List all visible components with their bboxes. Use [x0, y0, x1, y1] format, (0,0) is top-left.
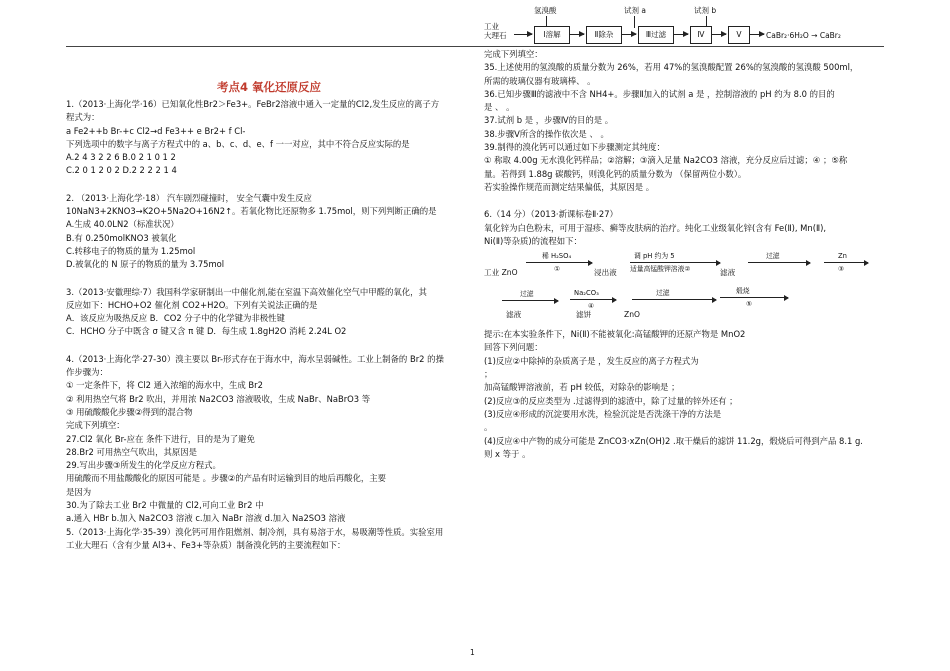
question-6-parts — [484, 328, 886, 461]
q5-line: 38.步骤Ⅴ所含的操作依次是 、 。 — [484, 128, 609, 139]
q5-line: 39.制得的溴化钙可以通过如下步骤测定其纯度： — [484, 142, 665, 153]
kmno4-label: 适量高锰酸钾溶液② — [630, 265, 691, 274]
q6-line: 回答下列问题： — [484, 342, 543, 353]
q1-line: a Fe2++b Br-+c Cl2→d Fe3++ e Br2+ f Cl- — [66, 125, 246, 136]
step-4-box: Ⅳ — [690, 26, 712, 44]
q5-line: 工业大理石（含有少量 Al3+、Fe3+等杂质）制备溴化钙的主要流程如下： — [66, 539, 346, 550]
question-5-continued — [484, 48, 886, 194]
q4-line: ③ 用硫酸酸化步骤②得到的混合物 — [66, 406, 193, 417]
q4-line: 作步骤为： — [66, 367, 108, 378]
step-5-label: ⑤ — [746, 300, 753, 309]
q5-line: 5.（2013·上海化学·35-39）溴化钙可用作阻燃剂、制冷剂，具有易溶于水，易吸潮等性质。实验室用 — [66, 526, 444, 537]
zinc-oxide-flow-diagram — [484, 250, 886, 326]
filter-label-3: 过滤 — [656, 289, 670, 298]
q3-line: 反应如下：HCHO+O2 催化剂 CO2+H2O。下列有关说法正确的是 — [66, 299, 318, 310]
q1-option: C.2 0 1 2 0 2 D.2 2 2 2 1 4 — [66, 165, 177, 176]
q2-line: 2. （2013·上海化学·18） 汽车剧烈碰撞时， 安全气囊中发生反应 — [66, 192, 312, 203]
page-number: 1 — [470, 648, 475, 657]
q6-line: (1)反应②中除掉的杂质离子是 ，发生反应的离子方程式为 — [484, 355, 699, 366]
q4-line: 用硫酸而不用盐酸酸化的原因可能是 。步骤②的产品有时运输到目的地后再酸化，主要 — [66, 473, 387, 484]
q1-line: 1.（2013·上海化学·16）已知氧化性Br2＞Fe3+。FeBr2溶液中通入一定量的Cl2,发生反应的离子方 — [66, 99, 440, 109]
q2-option: C.转移电子的物质的量为 1.25mol — [66, 245, 196, 256]
q6-line: 。 — [484, 422, 493, 433]
q6-line: Ni(Ⅱ)等杂质)的流程如下： — [484, 235, 582, 246]
q4-option: a.通入 HBr b.加入 Na2CO3 溶液 c.加入 NaBr 溶液 d.加入 Na2SO3 溶液 — [66, 513, 346, 524]
hbr-label: 氢溴酸 — [534, 6, 557, 15]
q5-line: 是 、 。 — [484, 102, 515, 113]
q6-line: (2)反应③的反应类型为 .过滤得到的滤渣中，除了过量的锌外还有 ； — [484, 395, 738, 406]
filtrate-label: 滤液 — [720, 268, 736, 278]
q5-line: 若实验操作规范而测定结果偏低，其原因是 。 — [484, 181, 655, 192]
q1-option: A.2 4 3 2 2 6 B.0 2 1 0 1 2 — [66, 152, 176, 163]
q5-line: 36.已知步骤Ⅲ的滤液中不含 NH4+。步骤Ⅱ加入的试剂 a 是 ，控制溶液的 pH 约为 8.0 的目的 — [484, 88, 835, 99]
q2-option: B.有 0.250molKNO3 被氧化 — [66, 232, 177, 243]
right-column — [484, 6, 886, 461]
q3-option: A．该反应为吸热反应 B．CO2 分子中的化学键为非极性键 — [66, 313, 285, 324]
left-column — [66, 80, 472, 552]
q6-line: ； — [484, 369, 493, 380]
question-3 — [66, 286, 472, 339]
q4-line: ② 利用热空气将 Br2 吹出，并用浓 Na2CO3 溶液吸收，生成 NaBr、NaBrO3 等 — [66, 393, 371, 404]
ph-adjust-label: 调 pH 约为 5 — [634, 252, 675, 261]
q1-line: 程式为： — [66, 112, 100, 123]
filter-label-2: 过滤 — [520, 290, 534, 299]
q2-option: D.被氧化的 N 原子的物质的量为 3.75mol — [66, 259, 225, 270]
q4-line: 是因为 — [66, 486, 92, 497]
q4-line: 完成下列填空： — [66, 420, 125, 431]
q4-line: 28.Br2 可用热空气吹出，其原因是 — [66, 446, 197, 457]
filtrate-label-2: 滤液 — [506, 310, 522, 320]
filter-label-1: 过滤 — [766, 252, 780, 261]
cabr2-product: CaBr₂·6H₂O → CaBr₂ — [766, 31, 841, 40]
q5-line: 37.试剂 b 是 ，步骤Ⅳ的目的是 。 — [484, 115, 614, 126]
q5-line: 35.上述使用的氢溴酸的质量分数为 26%，若用 47%的氢溴酸配置 26%的氢溴酸的氢溴酸 500ml， — [484, 62, 859, 73]
dilute-h2so4-label: 稀 H₂SO₄ — [542, 252, 572, 261]
q5-line: 所需的玻璃仪器有玻璃棒、 。 — [484, 75, 596, 86]
q6-line: (4)反应④中产物的成分可能是 ZnCO3·xZn(OH)2 .取干燥后的滤饼 11.2g，煅烧后可得到产品 8.1 g. — [484, 435, 863, 446]
calcine-label: 煅烧 — [736, 287, 750, 296]
step-3-label: ③ — [838, 265, 845, 274]
header-rule — [66, 46, 884, 47]
q6-line: 则 x 等于 。 — [484, 448, 531, 459]
step-1-label: ① — [554, 265, 561, 274]
question-2 — [66, 192, 472, 272]
q6-line: (3)反应④形成的沉淀要用水洗，检验沉淀是否洗涤干净的方法是 — [484, 408, 722, 419]
industrial-zno-label: 工业 ZnO — [484, 268, 518, 278]
question-4 — [66, 353, 472, 552]
step-5-box: Ⅴ — [728, 26, 750, 44]
q4-line: ① 一定条件下，将 Cl2 通入浓缩的海水中，生成 Br2 — [66, 380, 263, 391]
reagent-b-label: 试剂 b — [694, 6, 717, 15]
filter-cake-label: 滤饼 — [576, 310, 592, 320]
dissolve-box: Ⅰ溶解 — [534, 26, 570, 44]
q5-line: ① 称取 4.00g 无水溴化钙样品；②溶解；③滴入足量 Na2CO3 溶液，充分反应后过滤；④ ；⑤称 — [484, 155, 848, 166]
na2co3-label: Na₂CO₃ — [574, 289, 599, 298]
impurity-removal-box: Ⅱ除杂 — [586, 26, 622, 44]
q6-line: 6.（14 分）（2013·新课标卷Ⅱ·27） — [484, 209, 618, 220]
filter-box: Ⅲ过滤 — [638, 26, 674, 44]
reagent-a-label: 试剂 a — [624, 6, 646, 15]
industrial-marble-label: 工业 大理石 — [484, 22, 507, 40]
q4-line: 27.Cl2 氧化 Br-应在 条件下进行，目的是为了避免 — [66, 433, 255, 444]
q2-line: 10NaN3+2KNO3→K2O+5Na2O+16N2↑。若氧化物比还原物多 1.75mol，则下列判断正确的是 — [66, 206, 437, 217]
q2-option: A.生成 40.0LN2（标准状况） — [66, 219, 179, 230]
zno-product-label: ZnO — [624, 310, 640, 320]
q4-line: 30.为了除去工业 Br2 中微量的 Cl2,可向工业 Br2 中 — [66, 500, 264, 511]
step-4-label: ④ — [588, 302, 595, 311]
q4-line: 29.写出步骤③所发生的化学反应方程式。 — [66, 460, 221, 471]
q5-line: 完成下列填空： — [484, 49, 543, 59]
q6-line: 提示:在本实验条件下，Ni(Ⅱ)不能被氧化:高锰酸钾的还原产物是 MnO2 — [484, 329, 746, 340]
leachate-label: 浸出液 — [594, 268, 617, 278]
page-title: 考点4 氧化还原反应 — [216, 80, 321, 94]
q1-line: 下列选项中的数字与离子方程式中的 a、b、c、d、e、f 一一对应，其中不符合反应实际的是 — [66, 138, 410, 149]
q3-option: C．HCHO 分子中既含 σ 键又含 π 键 D．每生成 1.8gH2O 消耗 2.24L O2 — [66, 326, 347, 337]
q6-line: 加高锰酸钾溶液前，若 pH 较低，对除杂的影响是 ； — [484, 382, 680, 393]
question-6 — [484, 208, 886, 248]
calcium-bromide-flow-diagram — [484, 4, 886, 42]
q3-line: 3.（2013·安徽理综·7）我国科学家研制出一中催化剂,能在室温下高效催化空气中甲醛的氧化，其 — [66, 286, 427, 297]
q4-line: 4.（2013·上海化学·27-30）溴主要以 Br-形式存在于海水中，海水呈弱碱性。工业上制备的 Br2 的操 — [66, 353, 444, 364]
zn-label: Zn — [838, 252, 847, 261]
q6-line: 氧化锌为白色粉末，可用于湿疹、癣等皮肤病的治疗。纯化工业级氧化锌(含有 Fe(Ⅱ), Mn(Ⅱ), — [484, 222, 827, 233]
q5-line: 量。若得到 1.88g 碳酸钙，则溴化钙的质量分数为 （保留两位小数）。 — [484, 168, 747, 179]
question-1 — [66, 98, 472, 178]
